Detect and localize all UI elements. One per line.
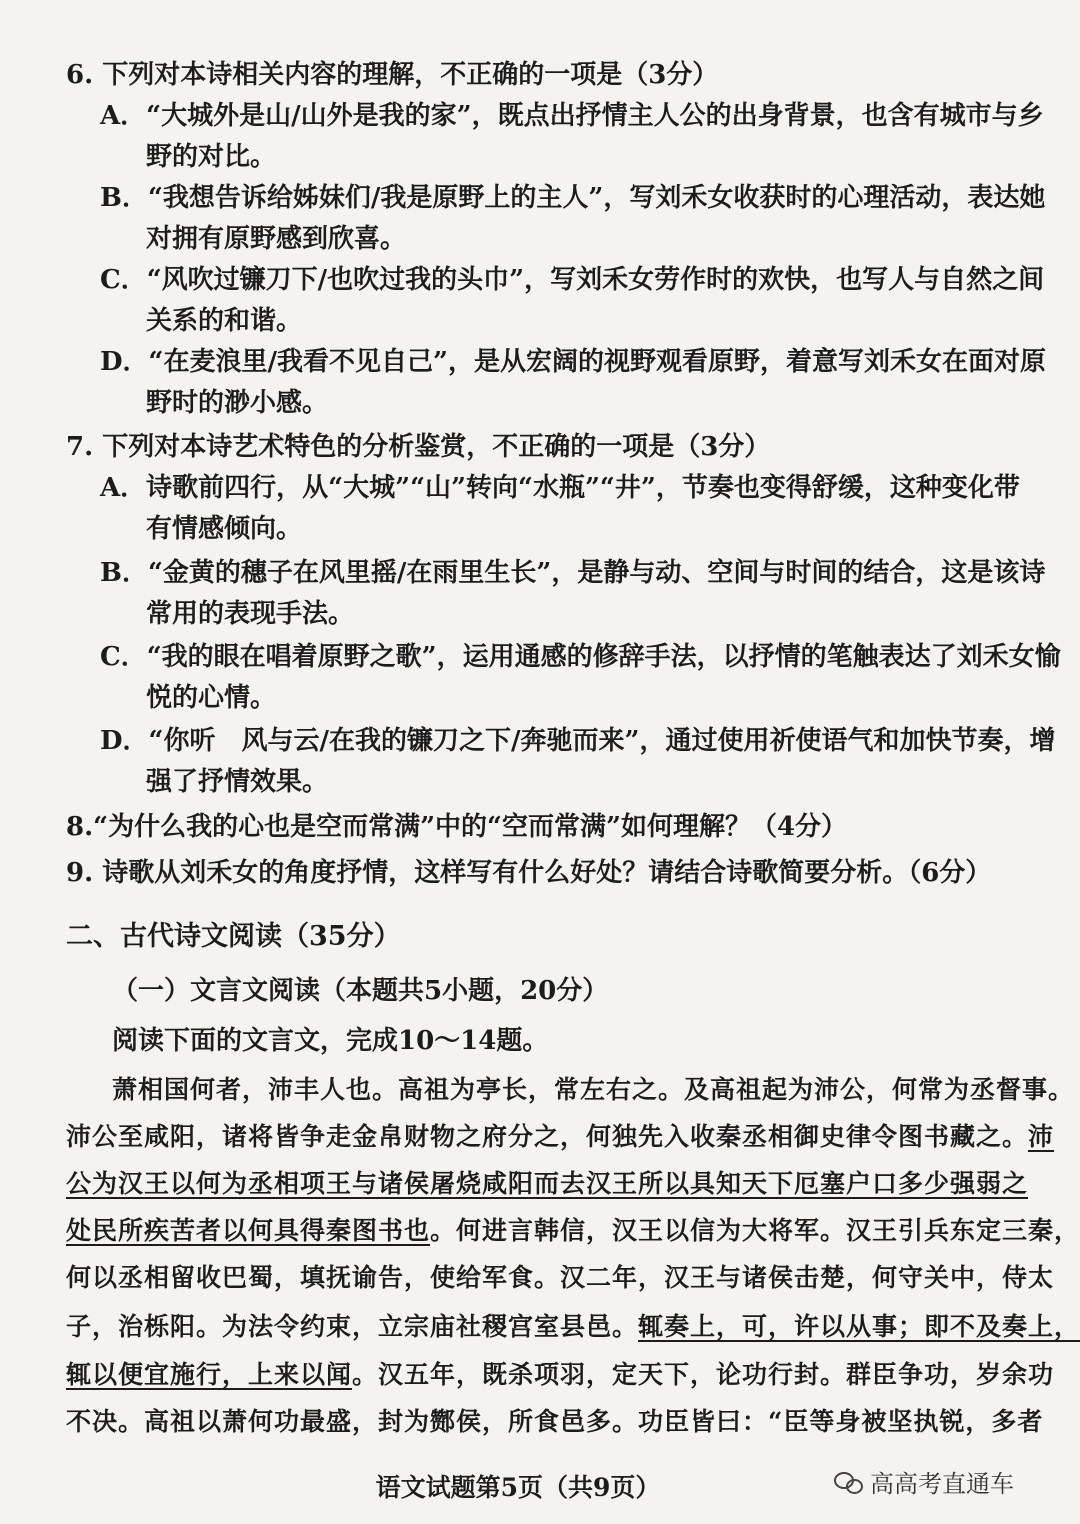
question-7-option-d-cont: 强了抒情效果。 xyxy=(146,767,329,797)
passage-line-6 xyxy=(66,1310,1080,1344)
question-6-option-d: D．“在麦浪里/我看不见自己”，是从宏阔的视野观看原野，着意写刘禾女在面对原 xyxy=(100,347,1046,377)
question-6-option-c-cont: 关系的和谐。 xyxy=(146,306,303,336)
passage-line-6-text: 子，治栎阳。为法令约束，立宗庙社稷宫室县邑。 xyxy=(66,1312,639,1341)
watermark-text: 高高考直通车 xyxy=(870,1470,1014,1498)
question-7-option-a-cont: 有情感倾向。 xyxy=(146,514,303,544)
wechat-watermark xyxy=(834,1464,1014,1499)
passage-underlined-start: 沛 xyxy=(1028,1122,1055,1151)
question-6-stem: 6. 下列对本诗相关内容的理解，不正确的一项是（3分） xyxy=(66,60,719,90)
passage-line-1: 萧相国何者，沛丰人也。高祖为亭长，常左右之。及高祖起为沛公，何常为丞督事。 xyxy=(112,1075,1075,1104)
passage-line-5: 何以丞相留收巴蜀，填抚谕告，使给军食。汉二年，汉王与诸侯击楚，何守关中，侍太 xyxy=(66,1263,1055,1292)
passage-line-8: 不决。高祖以萧何功最盛，封为酂侯，所食邑多。功臣皆曰：“臣等身被坚执锐，多者 xyxy=(66,1407,1044,1436)
page-footer: 语文试题第5页（共9页） xyxy=(375,1473,661,1502)
question-7-option-c-cont: 悦的心情。 xyxy=(146,683,277,713)
question-7-stem: 7. 下列对本诗艺术特色的分析鉴赏，不正确的一项是（3分） xyxy=(66,432,771,462)
section-2-title: 二、古代诗文阅读（35分） xyxy=(66,921,401,952)
reading-instruction: 阅读下面的文言文，完成10～14题。 xyxy=(112,1026,549,1056)
question-6-option-b: B．“我想告诉给姊妹们/我是原野上的主人”，写刘禾女收获时的心理活动，表达她 xyxy=(100,183,1046,213)
question-6-option-a-cont: 野的对比。 xyxy=(146,142,277,172)
passage-underlined-2-start: 辄奏上，可，许以从事；即不及奏上， xyxy=(638,1312,1080,1341)
wechat-icon xyxy=(834,1470,864,1494)
passage-line-7 xyxy=(66,1358,1054,1392)
passage-line-7-text: 。汉五年，既杀项羽，定天下，论功行封。群臣争功，岁余功 xyxy=(352,1360,1055,1389)
subsection-1-title: （一）文言文阅读（本题共5小题，20分） xyxy=(112,976,609,1006)
question-7-option-d: D．“你听 风与云/在我的镰刀之下/奔驰而来”，通过使用祈使语气和加快节奏，增 xyxy=(100,726,1056,756)
passage-line-2-text: 沛公至咸阳，诸将皆争走金帛财物之府分之，何独先入收秦丞相御史律令图书藏之。 xyxy=(66,1122,1029,1151)
passage-line-2 xyxy=(66,1120,1054,1154)
question-7-option-b-cont: 常用的表现手法。 xyxy=(146,599,355,629)
passage-line-4 xyxy=(66,1214,1080,1248)
question-7-option-b: B．“金黄的穗子在风里摇/在雨里生长”，是静与动、空间与时间的结合，这是该诗 xyxy=(100,558,1046,588)
passage-line-4-text: 。何进言韩信，汉王以信为大将军。汉王引兵东定三秦， xyxy=(430,1216,1080,1245)
question-6-option-a: A．“大城外是山/山外是我的家”，既点出抒情主人公的出身背景，也含有城市与乡 xyxy=(100,101,1044,131)
question-7-option-c: C．“我的眼在唱着原野之歌”，运用通感的修辞手法，以抒情的笔触表达了刘禾女愉 xyxy=(100,642,1061,672)
question-6-option-b-cont: 对拥有原野感到欣喜。 xyxy=(146,224,407,254)
passage-underlined-end: 处民所疾苦者以何具得秦图书也 xyxy=(66,1216,431,1245)
question-6-option-c: C．“风吹过镰刀下/也吹过我的头巾”，写刘禾女劳作时的欢快，也写人与自然之间 xyxy=(100,265,1045,295)
passage-underlined-2-end: 辄以便宜施行，上来以闻 xyxy=(66,1360,353,1389)
question-8: 8.“为什么我的心也是空而常满”中的“空而常满”如何理解？（4分） xyxy=(66,812,848,842)
question-7-option-a: A．诗歌前四行，从“大城”“山”转向“水瓶”“井”，节奏也变得舒缓，这种变化带 xyxy=(100,473,1020,503)
question-9: 9. 诗歌从刘禾女的角度抒情，这样写有什么好处？请结合诗歌简要分析。（6分） xyxy=(66,858,992,888)
question-6-option-d-cont: 野时的渺小感。 xyxy=(146,388,329,418)
passage-line-3-underlined: 公为汉王以何为丞相项王与诸侯屠烧咸阳而去汉王所以具知天下厄塞户口多少强弱之 xyxy=(66,1169,1029,1198)
